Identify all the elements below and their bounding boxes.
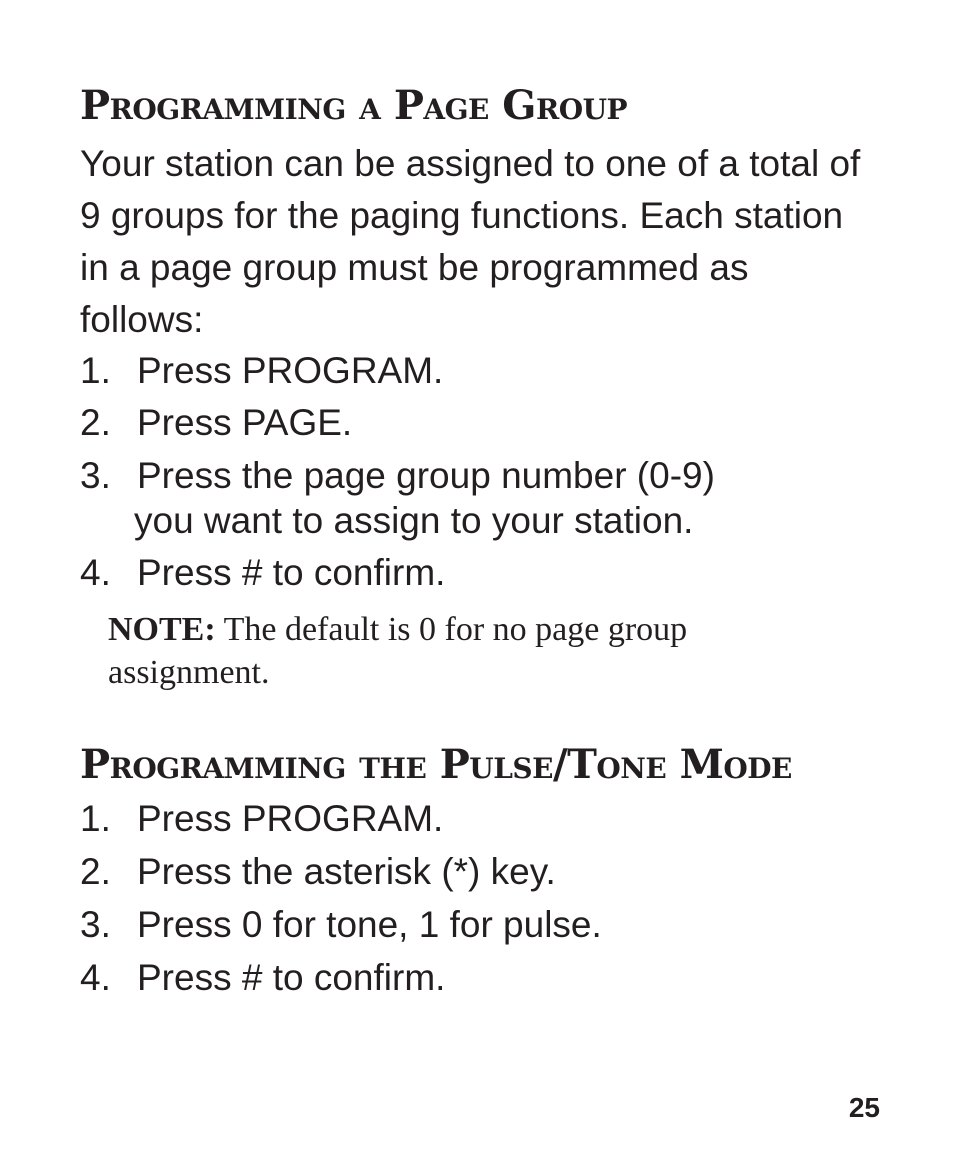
step-number: 4.	[80, 552, 111, 593]
step-number: 1.	[80, 350, 111, 391]
list-item	[80, 348, 443, 393]
step-text: Press PROGRAM.	[137, 350, 444, 391]
note-label: NOTE:	[108, 611, 216, 648]
step-text: Press the page group number (0-9)	[137, 455, 715, 496]
section-title-pulse-tone: Programming the Pulse/Tone Mode	[80, 741, 792, 788]
step-text: Press PAGE.	[137, 402, 353, 443]
intro-paragraph: Your station can be assigned to one of a total of 9 groups for the paging functions. Each station in a page group must be programmed as follows:	[80, 143, 861, 340]
section-title-page-group: Programming a Page Group	[80, 82, 628, 129]
step-number: 3.	[80, 904, 111, 945]
step-text: Press the asterisk (*) key.	[137, 851, 556, 892]
list-item	[80, 849, 556, 894]
step-text: Press # to confirm.	[137, 552, 446, 593]
step-text: Press PROGRAM.	[137, 798, 444, 839]
list-item	[80, 796, 443, 841]
step-text: Press 0 for tone, 1 for pulse.	[137, 904, 602, 945]
list-item	[80, 955, 445, 1000]
step-number: 4.	[80, 957, 111, 998]
page-number: 25	[848, 1092, 880, 1123]
list-item	[80, 453, 715, 543]
step-text-continued: you want to assign to your station.	[134, 500, 694, 541]
step-number: 2.	[80, 851, 111, 892]
step-number: 3.	[80, 455, 111, 496]
step-text: Press # to confirm.	[137, 957, 446, 998]
list-item	[80, 400, 352, 445]
list-item	[80, 902, 602, 947]
step-number: 2.	[80, 402, 111, 443]
note-text: The default is 0 for no page group assignment.	[108, 611, 688, 691]
list-item	[80, 550, 445, 595]
step-number: 1.	[80, 798, 111, 839]
note	[108, 608, 828, 694]
